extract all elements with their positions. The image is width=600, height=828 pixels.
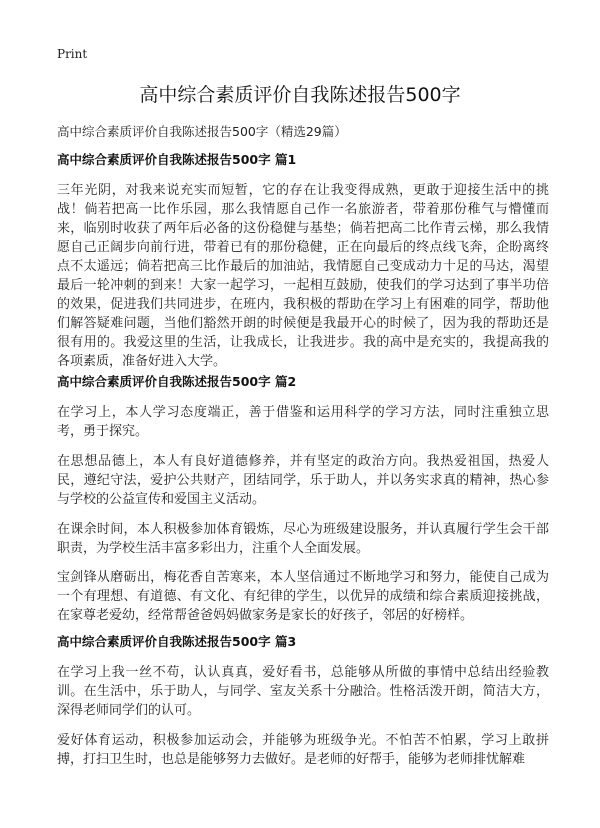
section-2-paragraph-3: 在课余时间，本人积极参加体育锻炼，尽心为班级建设服务，并认真履行学生会干部职责，为学校生活丰富多彩出力，注重个人全面发展。 [57, 522, 549, 556]
section-heading-3: 高中综合素质评价自我陈述报告500字 篇3 [57, 634, 297, 649]
print-link[interactable]: Print [57, 47, 88, 61]
document-title: 高中综合素质评价自我陈述报告500字 [139, 84, 461, 106]
section-1-paragraph-1: 三年光阴，对我来说充实而短暂，它的存在让我变得成熟，更敢于迎接生活中的挑战！倘若把高一比作乐园，那么我情愿自己作一名旅游者，带着那份稚气与懵懂而来，临别时收获了两年后必备的这份稳健与基垫；倘若把高二比作青云梯，那么我情愿自己正阔步向前行进，带着已有的那份稳健，正在向最后的终点线飞奔，企盼离终点不太遥远；倘若把高三比作最后的加油站，我情愿自己变成动力十足的马达，渴望最后一轮冲刺的到来！大家一起学习，一起相互鼓励，使我们的学习达到了事半功倍的效果，促进我们共同进步，在班内，我积极的帮助在学习上有困难的同学，帮助他们解答疑难问题，当他们豁然开朗的时候便是我最开心的时候了，因为我的帮助还是很有用的。我爱这里的生活，让我成长，让我进步。我的高中是充实的，我提高我的各项素质，准备好进入大学。 [57, 183, 549, 369]
section-3-paragraph-2: 爱好体育运动，积极参加运动会，并能够为班级争光。不怕苦不怕累，学习上敢拼搏，打扫卫生时，也总是能够努力去做好。是老师的好帮手，能够为老师排忧解难 [57, 733, 549, 767]
section-2-paragraph-4: 宝剑锋从磨砺出，梅花香自苦寒来，本人坚信通过不断地学习和努力，能使自己成为一个有理想、有道德、有文化、有纪律的学生，以优异的成绩和综合素质迎接挑战，在家尊老爱幼，经常帮爸爸妈妈做家务是家长的好孩子，邻居的好榜样。 [57, 570, 549, 623]
section-2-paragraph-1: 在学习上，本人学习态度端正，善于借鉴和运用科学的学习方法，同时注重独立思考，勇于探究。 [57, 405, 549, 439]
document-subtitle: 高中综合素质评价自我陈述报告500字（精选29篇） [57, 124, 347, 139]
section-heading-2: 高中综合素质评价自我陈述报告500字 篇2 [57, 374, 297, 389]
section-heading-1: 高中综合素质评价自我陈述报告500字 篇1 [57, 152, 297, 167]
section-3-paragraph-1: 在学习上我一丝不苟，认认真真，爱好看书，总能够从所做的事情中总结出经验教训。在生活中，乐于助人，与同学、室友关系十分融洽。性格活泼开朗，简洁大方，深得老师同学们的认可。 [57, 665, 549, 718]
section-2-paragraph-2: 在思想品德上，本人有良好道德修养，并有坚定的政治方向。我热爱祖国，热爱人民，遵纪守法，爱护公共财产，团结同学，乐于助人，并以务实求真的精神，热心参与学校的公益宣传和爱国主义活动。 [57, 454, 549, 507]
